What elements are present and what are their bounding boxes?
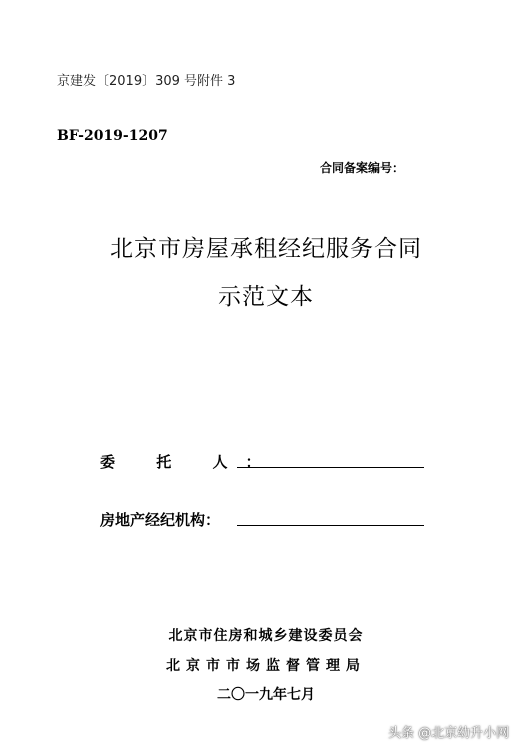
issue-date: 二〇一九年七月 (217, 687, 315, 703)
agency-label: 房地产经纪机构： (100, 511, 221, 529)
document-title: 北京市房屋承租经纪服务合同 (110, 236, 422, 262)
document-reference: 京建发〔2019〕309 号附件 3 (57, 74, 236, 89)
watermark: 头条 @北京幼升小网 (388, 726, 510, 741)
contract-filing-number-label: 合同备案编号： (320, 161, 405, 175)
form-code: BF-2019-1207 (57, 128, 168, 144)
document-subtitle: 示范文本 (218, 284, 314, 310)
client-label: 委 托 人： (100, 453, 279, 471)
issuer-market-supervision: 北京市市场监督管理局 (166, 658, 366, 674)
client-fill-line (237, 467, 424, 468)
agency-fill-line (237, 525, 424, 526)
issuer-housing-commission: 北京市住房和城乡建设委员会 (168, 628, 364, 644)
